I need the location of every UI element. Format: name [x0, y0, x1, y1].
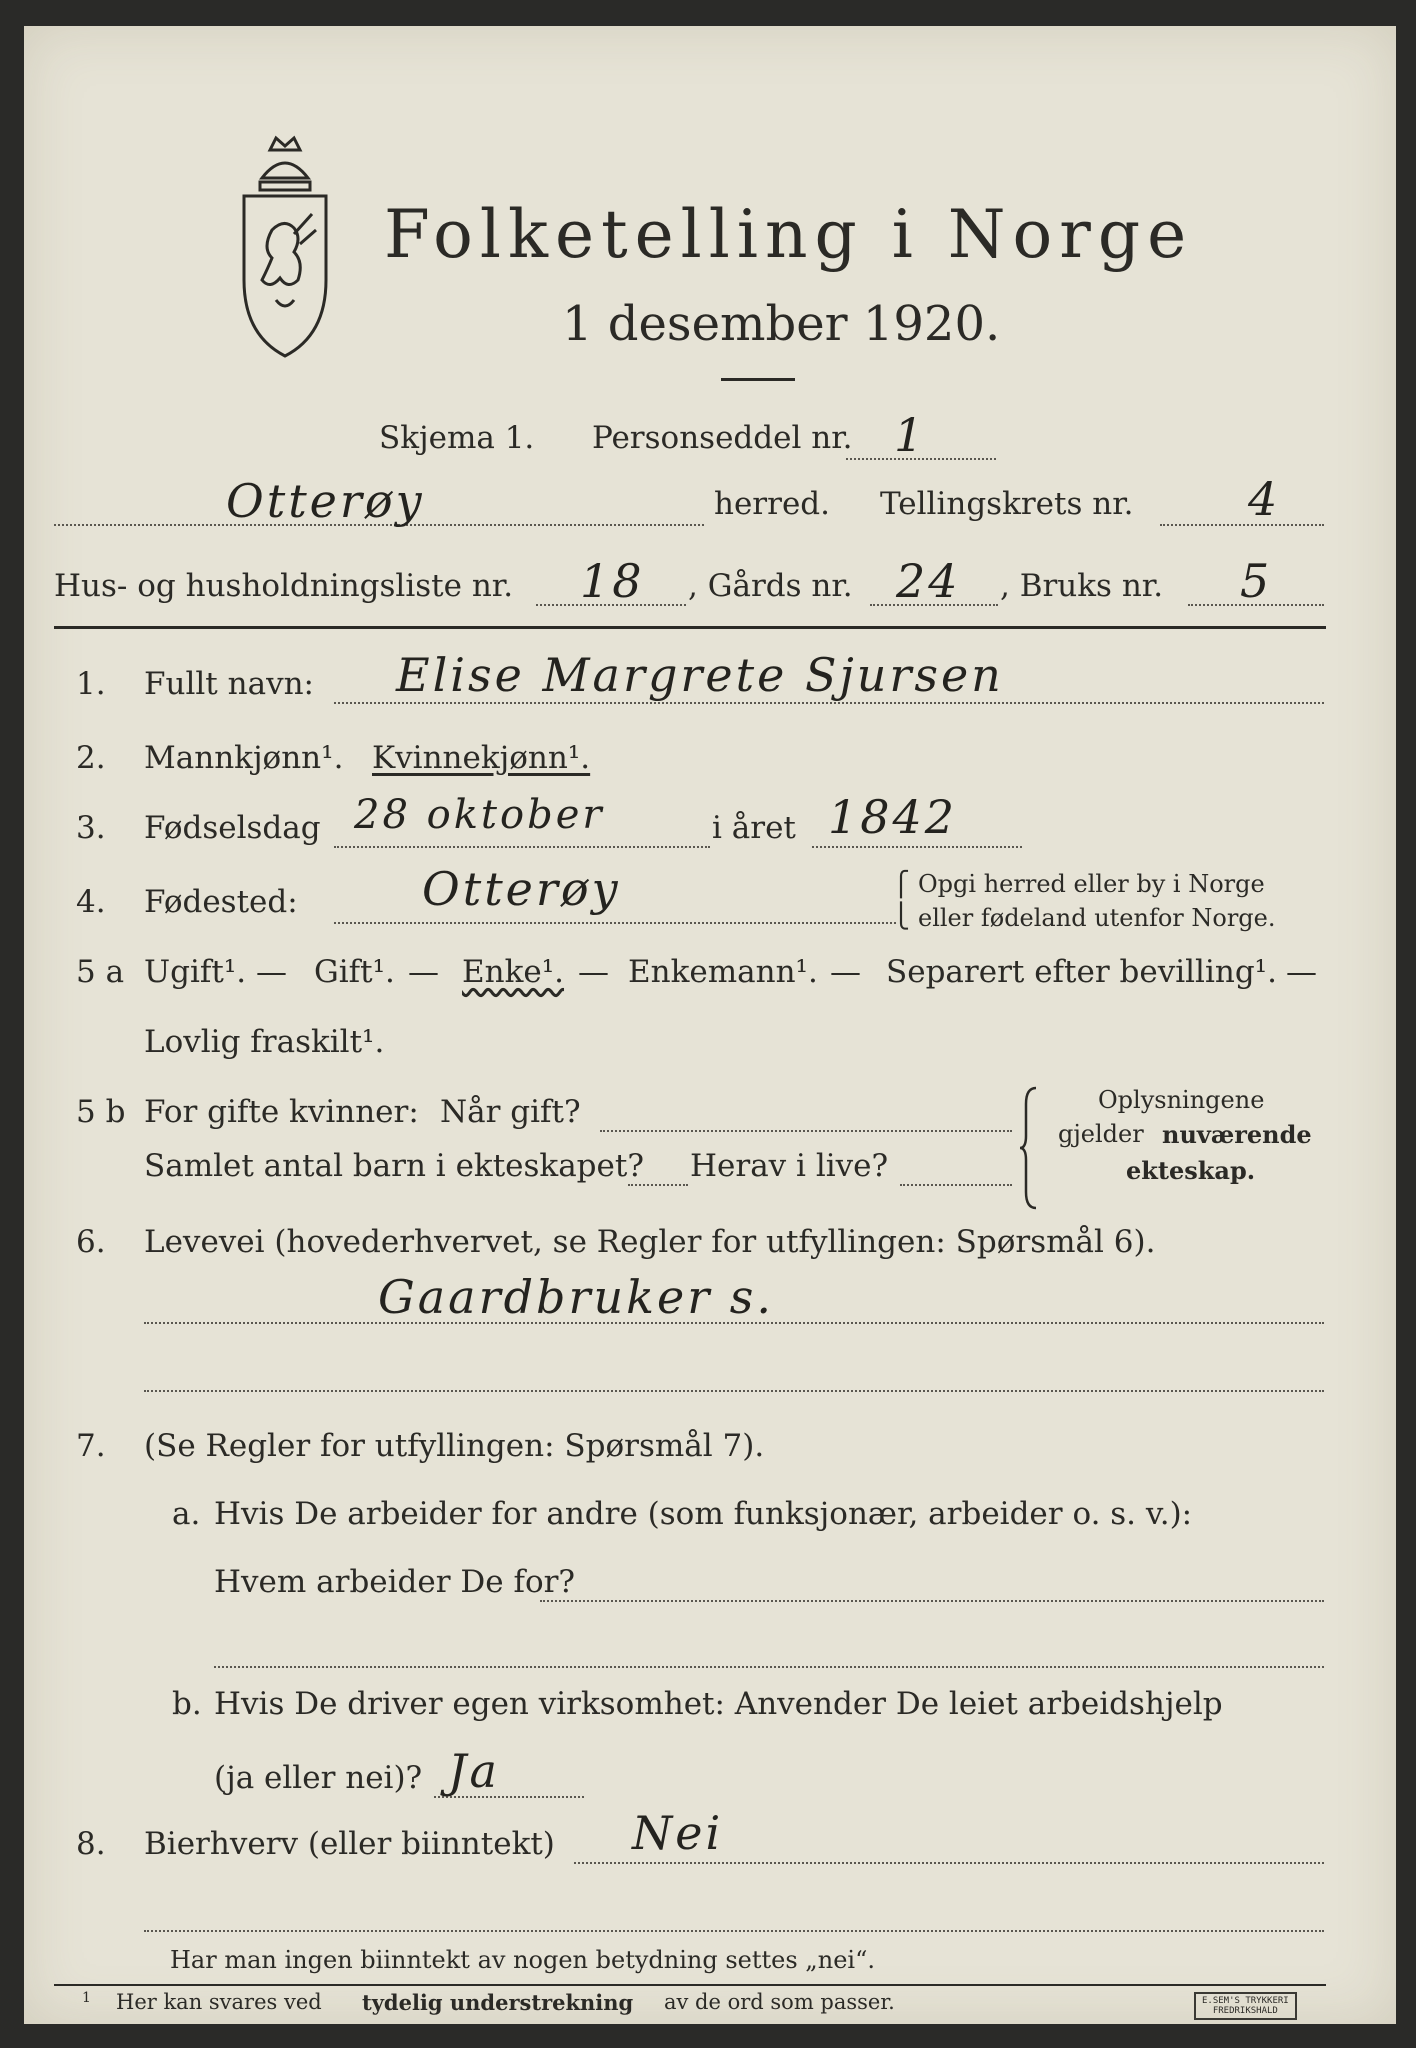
separert-option[interactable]: Separert efter bevilling¹. [886, 954, 1277, 990]
q4-label: Fødested: [144, 884, 298, 920]
tellingskrets-line [1160, 524, 1324, 526]
q5b-note-line2a: gjelder [1058, 1120, 1144, 1148]
q7-label: (Se Regler for utfyllingen: Spørsmål 7). [144, 1428, 765, 1464]
q8-line-1 [574, 1862, 1324, 1864]
q5b-note-line3: ekteskap. [1126, 1156, 1256, 1185]
q4-note-line2: eller fødeland utenfor Norge. [918, 904, 1276, 932]
q7b-letter: b. [172, 1686, 202, 1722]
naar-gift-line[interactable] [600, 1130, 1012, 1132]
census-date: 1 desember 1920. [562, 296, 1001, 352]
q6-label: Levevei (hovederhvervet, se Regler for utfyllingen: Spørsmål 6). [144, 1224, 1156, 1260]
footer-rule [54, 1984, 1326, 1986]
bruks-value[interactable]: 5 [1240, 554, 1273, 608]
q7a-question: Hvem arbeider De for? [214, 1564, 576, 1600]
q5a-number: 5 a [76, 954, 125, 990]
naar-gift-label: Når gift? [440, 1094, 581, 1130]
q5a-dash-5: — [1286, 954, 1317, 990]
q5a-dash-3: — [578, 954, 609, 990]
q4-line [334, 922, 896, 924]
personseddel-value[interactable]: 1 [894, 408, 927, 462]
q7-number: 7. [76, 1428, 106, 1464]
census-form-page [24, 26, 1396, 2024]
gift-option[interactable]: Gift¹. [314, 954, 395, 990]
kvinnekjonn-option[interactable]: Kvinnekjønn¹. [372, 740, 591, 776]
samlet-barn-line[interactable] [628, 1184, 688, 1186]
footnote-bold: tydelig understrekning [362, 1990, 634, 2015]
q8-label: Bierhverv (eller biinntekt) [144, 1826, 555, 1862]
q6-number: 6. [76, 1224, 106, 1260]
herav-i-live-label: Herav i live? [690, 1148, 889, 1184]
hus-value[interactable]: 18 [580, 554, 645, 608]
birth-year-value[interactable]: 1842 [828, 790, 958, 844]
footer-note: Har man ingen biinntekt av nogen betydning settes „nei“. [170, 1946, 875, 1974]
q7a-line-2[interactable] [214, 1666, 1324, 1668]
samlet-barn-label: Samlet antal barn i ekteskapet? [144, 1148, 644, 1184]
q1-number: 1. [76, 666, 106, 702]
q8-line-2[interactable] [144, 1930, 1324, 1932]
birth-day-value[interactable]: 28 oktober [354, 792, 605, 838]
q7a-letter: a. [172, 1496, 201, 1532]
ugift-option[interactable]: Ugift¹. [144, 954, 247, 990]
title-divider [721, 378, 795, 381]
q1-line [334, 702, 1324, 704]
birthplace-value[interactable]: Otterøy [422, 862, 621, 916]
enke-option[interactable]: Enke¹. [462, 954, 565, 990]
q6-line-2[interactable] [144, 1390, 1324, 1392]
form-title: Folketelling i Norge [384, 196, 1194, 273]
herav-i-live-line[interactable] [900, 1184, 1012, 1186]
full-name-value[interactable]: Elise Margrete Sjursen [396, 648, 1004, 702]
q4-number: 4. [76, 884, 106, 920]
tellingskrets-value[interactable]: 4 [1248, 472, 1281, 526]
q5a-dash-1: — [256, 954, 287, 990]
q1-label: Fullt navn: [144, 666, 314, 702]
q3-label: Fødselsdag [144, 810, 321, 846]
header-rule [54, 626, 1326, 629]
q5b-number: 5 b [76, 1094, 126, 1130]
herred-label: herred. [714, 486, 830, 522]
q3-day-line [334, 846, 710, 848]
stamp-line-1: E.SEM'S TRYKKERI [1202, 1996, 1289, 2006]
bruks-label: , Bruks nr. [1000, 568, 1164, 604]
mannkjonn-option[interactable]: Mannkjønn¹. [144, 740, 344, 776]
stamp-line-2: FREDRIKSHALD [1212, 2006, 1278, 2016]
footnote-text-start: Her kan svares ved [116, 1990, 322, 2014]
footnote-text-end: av de ord som passer. [664, 1990, 895, 2014]
personseddel-label: Personseddel nr. [592, 420, 853, 456]
skjema-label: Skjema 1. [379, 420, 535, 456]
q3-year-line [812, 846, 1022, 848]
hus-label: Hus- og husholdningsliste nr. [54, 568, 514, 604]
q7b-question: (ja eller nei)? [214, 1760, 423, 1796]
gards-label: , Gårds nr. [688, 568, 853, 604]
q5b-brace [1020, 1084, 1042, 1212]
hired-help-value[interactable]: Ja [448, 1744, 500, 1798]
q3-year-label: i året [712, 810, 796, 846]
norwegian-lion-crest-icon [232, 130, 338, 360]
q7b-text: Hvis De driver egen virksomhet: Anvender De leiet arbeidshjelp [214, 1686, 1223, 1722]
q5b-label: For gifte kvinner: [144, 1094, 419, 1130]
occupation-value[interactable]: Gaardbruker s. [378, 1270, 775, 1324]
gards-value[interactable]: 24 [896, 554, 961, 608]
q7a-text: Hvis De arbeider for andre (som funksjonær, arbeider o. s. v.): [214, 1496, 1193, 1532]
q5b-note-line2b: nuværende [1162, 1120, 1312, 1149]
fraskilt-option[interactable]: Lovlig fraskilt¹. [144, 1024, 385, 1060]
side-income-value[interactable]: Nei [632, 1806, 724, 1860]
footnote-number: 1 [82, 1990, 91, 2006]
herred-value[interactable]: Otterøy [226, 474, 425, 528]
tellingskrets-label: Tellingskrets nr. [880, 486, 1134, 522]
q2-number: 2. [76, 740, 106, 776]
q5a-dash-2: — [408, 954, 439, 990]
q4-note-line1: Opgi herred eller by i Norge [918, 870, 1265, 898]
q5a-dash-4: — [830, 954, 861, 990]
q5b-note-line1: Oplysningene [1098, 1086, 1265, 1114]
q8-number: 8. [76, 1826, 106, 1862]
q7a-line-1[interactable] [540, 1600, 1324, 1602]
enkemann-option[interactable]: Enkemann¹. [628, 954, 818, 990]
q4-brace-lower: ⎩ [892, 902, 910, 930]
printer-stamp [1194, 1992, 1297, 2020]
q3-number: 3. [76, 810, 106, 846]
q4-brace: ⎧ [892, 870, 910, 898]
